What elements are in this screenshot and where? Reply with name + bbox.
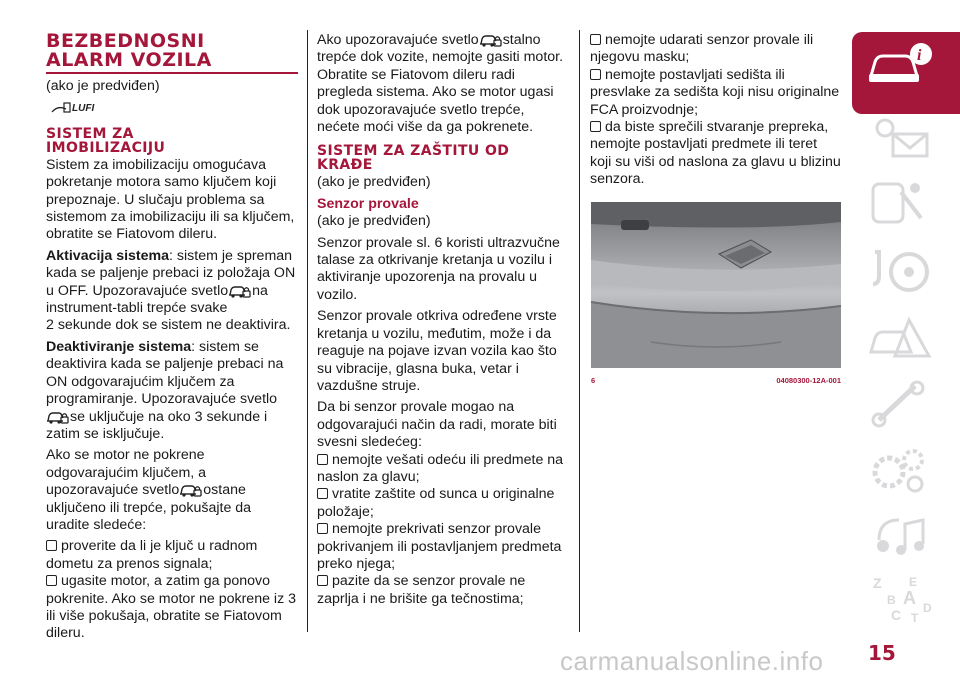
column-divider xyxy=(579,30,580,632)
figure-intrusion-sensor-photo xyxy=(591,202,841,368)
emergency-icon[interactable] xyxy=(865,312,935,362)
list-item xyxy=(317,521,569,573)
title-rule xyxy=(46,72,298,74)
bullet-icon xyxy=(590,34,601,45)
activation-paragraph xyxy=(46,248,298,335)
antitheft-note: (ako je predviđen) xyxy=(317,174,431,191)
list-item-text: nemojte udarati senzor provale ili njegovu masku; xyxy=(590,32,814,66)
immobilizer-heading xyxy=(46,127,298,155)
sensor-paragraph-3: Da bi senzor provale mogao na odgovarajući način da radi, morate biti svesni sledećeg: xyxy=(317,399,557,451)
svg-text:A: A xyxy=(903,588,916,608)
steering-wheel-icon[interactable] xyxy=(865,246,935,296)
list-item xyxy=(46,573,298,643)
list-item xyxy=(317,452,569,487)
list-item xyxy=(590,32,842,67)
list-item-text: nemojte postavljati sedišta ili presvlake za sedišta koji nisu originalne FCA proizvodnje; xyxy=(590,66,840,118)
list-item-text: proverite da li je ključ u radnom dometu za prenos signala; xyxy=(46,538,258,572)
bullet-icon xyxy=(46,575,57,586)
alarm-availability-icon xyxy=(50,99,298,120)
list-item-text: pazite da se senzor provale ne zaprlja i ne brišite ga tečnostima; xyxy=(317,573,526,607)
list-item xyxy=(590,67,842,119)
list-item xyxy=(317,486,569,521)
immobilizer-intro: Sistem za imobilizaciju omogućava pokretanje motora samo ključem koji prepoznaje. U slučaju problema sa sistemom za imobilizaciju ili sa ključem, obratite se Fiatovom dileru. xyxy=(46,156,295,243)
title-line-2: ALARM VOZILA xyxy=(46,49,212,71)
list-item-text: da biste sprečili stvaranje prepreka, nemojte postavljati predmete ili teret koji su viši od naslona za glavu u blizinu senzora. xyxy=(590,119,841,188)
deactivation-paragraph xyxy=(46,339,298,443)
svg-text:LUFI: LUFI xyxy=(72,103,95,115)
svg-text:D: D xyxy=(923,601,932,615)
list-item-text: ugasite motor, a zatim ga ponovo pokrenite. Ako se motor ne pokrene iz 3 ili više pokušaja, obratite se Fiatovom dileru. xyxy=(46,573,296,642)
svg-text:E: E xyxy=(909,575,918,589)
safety-icon[interactable] xyxy=(865,178,935,228)
svg-text:i: i xyxy=(917,47,922,64)
technical-data-icon[interactable] xyxy=(865,446,935,496)
watermark: carmanualsonline.info xyxy=(560,646,824,676)
activation-text-c: 2 sekunde dok se sistem ne deaktivira. xyxy=(46,317,291,334)
column-3 xyxy=(590,32,842,189)
sensor-paragraph-2: Senzor provale otkriva određene vrste kretanja u vozilu, međutim, može i da reaguje na pojave izvan vozila kao što su vibracije, glasna buka, vetar i vazdušne struje. xyxy=(317,308,557,394)
title-note: (ako je predviđen) xyxy=(46,78,160,94)
engine-fail-text-a: Ako se motor ne pokrene odgovarajućim ključem, a upozoravajuće svetlo xyxy=(46,447,207,499)
bullet-icon xyxy=(317,575,328,586)
column-1 xyxy=(46,32,298,643)
bullet-icon xyxy=(46,540,57,551)
page-number: 15 xyxy=(868,641,896,665)
list-item-text: nemojte vešati odeću ili predmete na naslon za glavu; xyxy=(317,451,564,485)
immobilizer-warning-icon xyxy=(228,283,252,299)
immobilizer-warning-icon xyxy=(479,32,503,48)
flash-warning-text-a: Ako upozoravajuće svetlo xyxy=(317,32,479,48)
sensor-subheading: Senzor provale xyxy=(317,195,419,212)
deactivation-label: Deaktiviranje sistema xyxy=(46,338,192,355)
svg-text:T: T xyxy=(911,611,919,622)
immobilizer-warning-icon xyxy=(179,482,203,498)
sensor-paragraph-1: Senzor provale sl. 6 koristi ultrazvučne talase za otkrivanje kretanja u vozilu i aktiviranje upozorenja na provalu u vozilo. xyxy=(317,234,560,303)
engine-fail-paragraph xyxy=(46,447,298,534)
list-item-text: vratite zaštite od sunca u originalne položaje; xyxy=(317,486,555,520)
warning-lights-icon[interactable] xyxy=(865,112,935,162)
figure-code: 04080300-12A-001 xyxy=(776,376,841,385)
bullet-icon xyxy=(317,523,328,534)
bullet-icon xyxy=(317,454,328,465)
flash-warning-text-b: stalno trepće dok vozite, nemojte gasiti motor. Obratite se Fiatovom dileru radi pregleda sistema. Ako se motor ugasi dok upozoravajuće svetlo trepće, nećete moći više da ga pokrenete. xyxy=(317,32,564,136)
title-line-1: BEZBEDNOSNI xyxy=(46,30,205,52)
car-info-icon xyxy=(865,40,935,90)
multimedia-icon[interactable] xyxy=(865,510,935,560)
svg-text:B: B xyxy=(887,593,896,607)
index-icon[interactable] xyxy=(865,572,935,622)
svg-text:Z: Z xyxy=(873,575,882,591)
flash-warning-paragraph xyxy=(317,32,569,136)
immobilizer-heading-line2: IMOBILIZACIJU xyxy=(46,139,166,156)
svg-text:C: C xyxy=(891,607,902,622)
immobilizer-warning-icon xyxy=(46,409,70,425)
antitheft-heading: SISTEM ZA ZAŠTITU OD KRAĐE xyxy=(317,143,510,174)
immobilizer-heading-line1: SISTEM ZA xyxy=(46,125,134,142)
bullet-icon xyxy=(590,121,601,132)
deactivation-text-b: se uključuje na oko 3 sekunde i zatim se isključuje. xyxy=(46,408,268,442)
list-item xyxy=(317,573,569,608)
list-item xyxy=(590,119,842,189)
column-2 xyxy=(317,32,569,608)
sensor-note: (ako je predviđen) xyxy=(317,213,431,230)
bullet-icon xyxy=(590,69,601,80)
column-divider xyxy=(307,30,308,632)
deactivation-text-a: : sistem se deaktivira kada se paljenje prebaci na ON odgovarajućim ključem za programiranje. Upozoravajuće svetlo xyxy=(46,338,284,408)
engine-fail-text-b: ostane uključeno ili trepće, pokušajte da uradite sledeće: xyxy=(46,482,252,533)
activation-text-b: na instrument-tabli trepće svake xyxy=(46,282,268,317)
activation-label: Aktivacija sistema xyxy=(46,247,170,264)
bullet-icon xyxy=(317,488,328,499)
list-item xyxy=(46,538,298,573)
section-title xyxy=(46,32,298,70)
figure-number: 6 xyxy=(591,376,596,385)
activation-text-a: : sistem je spreman kada se paljenje prebaci iz položaja ON u OFF. Upozoravajuće svetlo xyxy=(46,247,296,299)
list-item-text: nemojte prekrivati senzor provale pokrivanjem ili postavljanjem predmeta preko njega; xyxy=(317,521,562,572)
maintenance-icon[interactable] xyxy=(865,378,935,428)
